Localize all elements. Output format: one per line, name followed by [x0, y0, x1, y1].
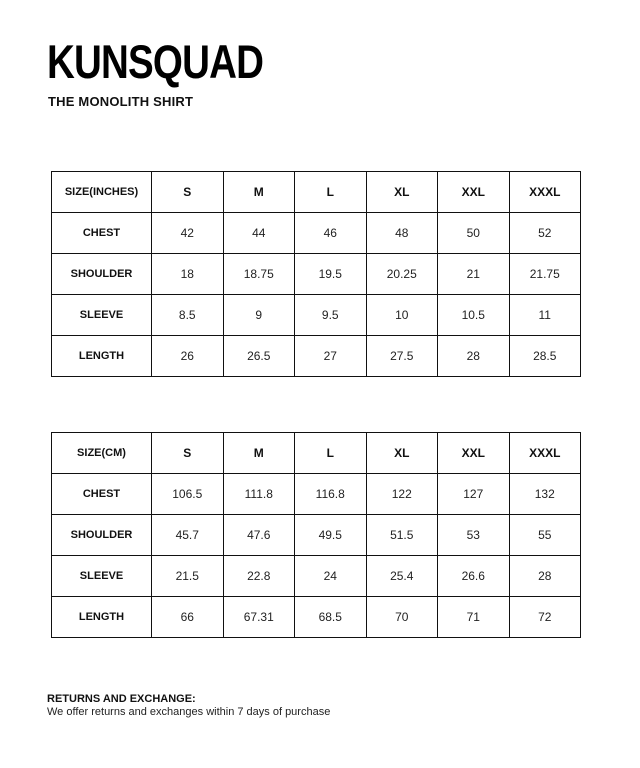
table-cell: 27.5 — [366, 336, 438, 377]
table-cell: 28 — [509, 556, 581, 597]
product-title: THE MONOLITH SHIRT — [48, 94, 194, 109]
returns-heading: RETURNS AND EXCHANGE: — [47, 693, 196, 705]
table-cell: 21.75 — [509, 254, 581, 295]
table-row — [52, 336, 581, 377]
size-header: XXL — [438, 172, 510, 213]
table-header-row — [52, 433, 581, 474]
table-cell: 8.5 — [152, 295, 224, 336]
table-cell: 28.5 — [509, 336, 581, 377]
row-label: SLEEVE — [52, 556, 152, 597]
size-header: XL — [366, 172, 438, 213]
table-cell: 47.6 — [223, 515, 295, 556]
table-cell: 21 — [438, 254, 510, 295]
table-cell: 26.5 — [223, 336, 295, 377]
table-cell: 9 — [223, 295, 295, 336]
row-label: SLEEVE — [52, 295, 152, 336]
table-row — [52, 213, 581, 254]
table-cell: 132 — [509, 474, 581, 515]
table-cell: 19.5 — [295, 254, 367, 295]
table-corner-label: SIZE(INCHES) — [52, 172, 152, 213]
table-cell: 44 — [223, 213, 295, 254]
table-cell: 20.25 — [366, 254, 438, 295]
table-cell: 26 — [152, 336, 224, 377]
table-cell: 53 — [438, 515, 510, 556]
table-cell: 28 — [438, 336, 510, 377]
table-cell: 25.4 — [366, 556, 438, 597]
brand-logo: KUNSQUAD — [47, 35, 264, 88]
table-cell: 22.8 — [223, 556, 295, 597]
size-header: XXXL — [509, 172, 581, 213]
table-cell: 10 — [366, 295, 438, 336]
size-table-inches — [51, 171, 581, 377]
returns-policy-text: We offer returns and exchanges within 7 days of purchase — [47, 706, 331, 718]
table-cell: 52 — [509, 213, 581, 254]
table-corner-label: SIZE(CM) — [52, 433, 152, 474]
table-cell: 50 — [438, 213, 510, 254]
size-header: XXL — [438, 433, 510, 474]
size-header: XL — [366, 433, 438, 474]
table-cell: 67.31 — [223, 597, 295, 638]
table-cell: 127 — [438, 474, 510, 515]
table-cell: 18 — [152, 254, 224, 295]
table-row — [52, 597, 581, 638]
table-cell: 11 — [509, 295, 581, 336]
table-cell: 49.5 — [295, 515, 367, 556]
table-cell: 122 — [366, 474, 438, 515]
size-table-cm — [51, 432, 581, 638]
row-label: CHEST — [52, 474, 152, 515]
size-header: XXXL — [509, 433, 581, 474]
table-cell: 111.8 — [223, 474, 295, 515]
table-header-row — [52, 172, 581, 213]
table-row — [52, 474, 581, 515]
row-label: LENGTH — [52, 597, 152, 638]
table-cell: 26.6 — [438, 556, 510, 597]
table-cell: 10.5 — [438, 295, 510, 336]
size-header: L — [295, 172, 367, 213]
table-cell: 21.5 — [152, 556, 224, 597]
table-cell: 72 — [509, 597, 581, 638]
table-row — [52, 515, 581, 556]
table-cell: 9.5 — [295, 295, 367, 336]
table-cell: 42 — [152, 213, 224, 254]
table-row — [52, 556, 581, 597]
table-cell: 55 — [509, 515, 581, 556]
table-cell: 106.5 — [152, 474, 224, 515]
size-header: S — [152, 172, 224, 213]
size-header: L — [295, 433, 367, 474]
table-cell: 24 — [295, 556, 367, 597]
row-label: SHOULDER — [52, 254, 152, 295]
row-label: LENGTH — [52, 336, 152, 377]
table-cell: 116.8 — [295, 474, 367, 515]
table-cell: 45.7 — [152, 515, 224, 556]
table-cell: 48 — [366, 213, 438, 254]
size-header: M — [223, 172, 295, 213]
table-cell: 66 — [152, 597, 224, 638]
table-cell: 68.5 — [295, 597, 367, 638]
table-row — [52, 295, 581, 336]
row-label: SHOULDER — [52, 515, 152, 556]
table-cell: 70 — [366, 597, 438, 638]
size-header: M — [223, 433, 295, 474]
row-label: CHEST — [52, 213, 152, 254]
table-cell: 18.75 — [223, 254, 295, 295]
table-cell: 27 — [295, 336, 367, 377]
size-header: S — [152, 433, 224, 474]
table-cell: 46 — [295, 213, 367, 254]
table-cell: 51.5 — [366, 515, 438, 556]
table-row — [52, 254, 581, 295]
table-cell: 71 — [438, 597, 510, 638]
